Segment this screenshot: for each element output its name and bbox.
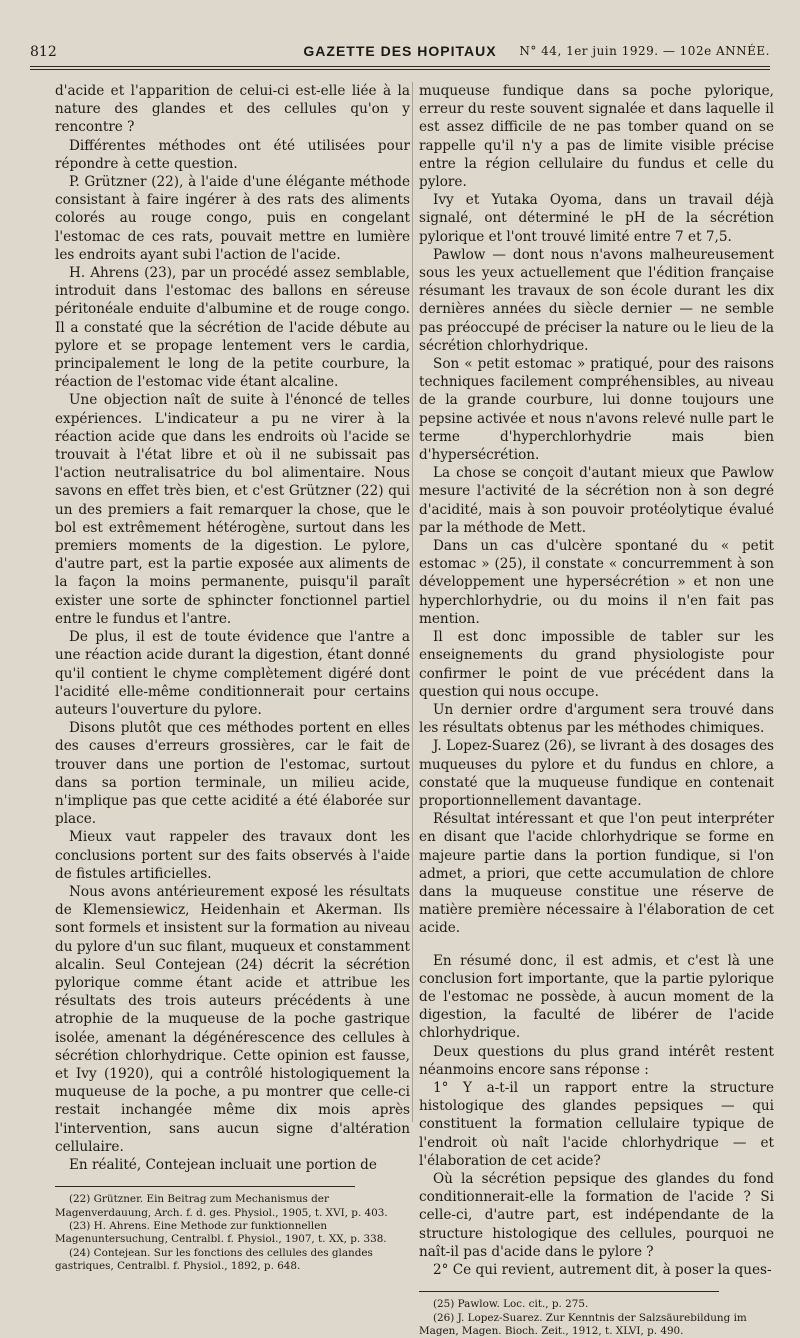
paragraph: Pawlow — dont nous n'avons malheureusement sous les yeux actuellement que l'édition française résumant les travaux de son école durant les dix dernières années du siècle dernier — ne semble pas préoccupé de préciser la nature ou le lieu de la sécrétion chlorhydrique. — [419, 246, 774, 354]
header-rule-secondary — [30, 69, 770, 70]
paragraph: Disons plutôt que ces méthodes portent en elles des causes d'erreurs grossières, car le fait de trouver dans une portion de l'estomac, surtout dans sa portion terminale, un milieu acide, n'implique pas que cette acidité a été élaborée sur place. — [55, 720, 410, 828]
paragraph: En réalité, Contejean incluait une portion de — [69, 1156, 377, 1173]
header-rule — [30, 66, 770, 67]
paragraph: Deux questions du plus grand intérêt restent néanmoins encore sans réponse : — [419, 1043, 774, 1078]
paragraph: Où la sécrétion pepsique des glandes du fond conditionnerait-elle la formation de l'acide ? Si celle-ci, d'autre part, est indépendante de la structure histologique des cellules, pourquoi ne naît-il pas d'acide dans le pylore ? — [419, 1170, 774, 1260]
paragraph: Différentes méthodes ont été utilisées pour répondre à cette question. — [55, 137, 410, 172]
paragraph: 1° Y a-t-il un rapport entre la structure histologique des glandes pepsiques — qui constituent la formation cellulaire typique de l'endroit où naît l'acide chlorhydrique — et l'élaboration de cet acide? — [419, 1079, 774, 1169]
paragraph: Il est donc impossible de tabler sur les enseignements du grand physiologiste pour confirmer le point de vue précédent dans la question qui nous occupe. — [419, 629, 774, 700]
journal-title: GAZETTE DES HOPITAUX — [303, 43, 497, 59]
page-number: 812 — [30, 44, 57, 60]
paragraph: Une objection naît de suite à l'énoncé de telles expériences. L'indicateur a pu ne virer à la réaction acide que dans les endroits où l'acide se trouvait à l'état libre et où il ne subissait pas l'action neutralisatrice du bol alimentaire. Nous savons en effet très bien, et c'est Grützner (22) qui un des premiers a fait remarquer la chose, que le bol est extrêmement hétérogène, surtout dans les premiers moments de la digestion. Le pylore, d'autre part, est la partie exposée aux aliments de la façon la moins permanente, puisqu'il paraît exister une sorte de sphincter fonctionnel partiel entre le fundus et l'antre. — [55, 392, 410, 627]
paragraph: muqueuse fundique dans sa poche pylorique, erreur du reste souvent signalée et dans laquelle il est assez difficile de ne pas tomber quand on se rappelle qu'il n'y a pas de limite visible précise entre la région cellulaire du fundus et celle du pylore. — [419, 83, 774, 191]
paragraph: Un dernier ordre d'argument sera trouvé dans les résultats obtenus par les méthodes chimiques. — [419, 701, 774, 737]
paragraph: 2° Ce qui revient, autrement dit, à poser la ques- — [433, 1262, 772, 1278]
footnote-rule — [55, 1186, 355, 1187]
paragraph: La chose se conçoit d'autant mieux que Pawlow mesure l'activité de la sécrétion non à son degré d'acidité, mais à son pouvoir protéolytique évalué par la méthode de Mett. — [419, 465, 774, 536]
footnote: (25) Pawlow. Loc. cit., p. 275. — [433, 1298, 589, 1311]
paragraph: H. Ahrens (23), par un procédé assez semblable, introduit dans l'estomac des ballons en séreuse péritonéale enduite d'albumine et de rouge congo. Il a constaté que la sécrétion de l'acide débute au pylore et se propage lentement vers le cardia, principalement le long de la petite courbure, la réaction de l'estomac vide étant alcaline. — [55, 265, 410, 391]
page-header — [30, 42, 770, 64]
paragraph: Mieux vaut rappeler des travaux dont les conclusions portent sur des faits observés à l'aide de fistules artificielles. — [55, 829, 410, 882]
footnote: (24) Contejean. Sur les fonctions des cellules des glandes gastriques, Centralbl. f. Physiol., 1892, p. 648. — [55, 1246, 373, 1273]
paragraph: Résultat intéressant et que l'on peut interpréter en disant que l'acide chlorhydrique se forme en majeure partie dans la portion fundique, si l'on admet, a priori, que cette accumulation de chlore dans la muqueuse constitue une réserve de matière première nécessaire à l'élaboration de cet acide. — [419, 811, 774, 937]
right-column — [419, 82, 774, 1338]
footnote: (23) H. Ahrens. Eine Methode zur funktionnellen Magenuntersuchung, Centralbl. f. Physiol., 1907, t. XX, p. 338. — [55, 1220, 387, 1246]
paragraph: Dans un cas d'ulcère spontané du « petit estomac » (25), il constate « concurremment à son développement une hypersécrétion » et non une hyperchlorhydrie, ou du moins il n'en fait pas mention. — [419, 538, 774, 627]
footnote: (22) Grützner. Ein Beitrag zum Mechanismus der Magenverdauung, Arch. f. d. ges. Physiol., 1905, t. XVI, p. 403. — [55, 1193, 388, 1219]
paragraph: De plus, il est de toute évidence que l'antre a une réaction acide durant la digestion, étant donné qu'il contient le chyme complètement digéré dont l'acidité elle-même conditionnerait pour certains auteurs l'ouverture du pylore. — [55, 629, 410, 718]
paragraph: J. Lopez-Suarez (26), se livrant à des dosages des muqueuses du pylore et du fundus en chlore, a constaté que la muqueuse fundique en contenait proportionnellement davantage. — [419, 738, 774, 809]
paragraph: P. Grützner (22), à l'aide d'une élégante méthode consistant à faire ingérer à des rats des aliments colorés au rouge congo, puis en congelant l'estomac de ces rats, pouvait mettre en lumière les endroits ayant subi l'action de l'acide. — [55, 174, 410, 263]
paragraph: En résumé donc, il est admis, et c'est là une conclusion fort importante, que la partie pylorique de l'estomac ne possède, à aucun moment de la digestion, la faculté de libérer de l'acide chlorhydrique. — [419, 952, 774, 1042]
paragraph: Ivy et Yutaka Oyoma, dans un travail déjà signalé, ont déterminé le pH de la sécrétion pylorique et l'ont trouvé limité entre 7 et 7,5. — [419, 192, 774, 245]
left-column — [55, 82, 410, 1273]
issue-info: N° 44, 1er juin 1929. — 102e ANNÉE. — [519, 44, 770, 58]
paragraph: d'acide et l'apparition de celui-ci est-elle liée à la nature des glandes et des cellules qu'on y rencontre ? — [55, 83, 410, 136]
footnote-rule — [419, 1291, 719, 1292]
footnote: (26) J. Lopez-Suarez. Zur Kenntnis der Salzsäurebildung im Magen, Magen. Bioch. Zeit., 1912, t. XLVI, p. 490. — [419, 1311, 747, 1338]
paragraph: Nous avons antérieurement exposé les résultats de Klemensiewicz, Heidenhain et Akerman. Ils sont formels et insistent sur la formation au niveau du pylore d'un suc filant, muqueux et constamment alcalin. Seul Contejean (24) décrit la sécrétion pylorique comme étant acide et attribue les résultats des trois auteurs précédents à une atrophie de la muqueuse de la poche gastrique isolée, amenant la dégénérescence des cellules à sécrétion chlorhydrique. Cette opinion est fausse, et Ivy (1920), qui a contrôlé histologiquement la muqueuse de la poche, a pu montrer que celle-ci restait inchangée même dix mois après l'intervention, sans aucun signe d'altération cellulaire. — [55, 883, 410, 1155]
column-separator — [412, 82, 413, 1122]
paragraph: Son « petit estomac » pratiqué, pour des raisons techniques facilement compréhensibles, au niveau de la grande courbure, lui donne toujours une pepsine activée et nous n'avons relevé nulle part le terme d'hyperchlorhydrie mais bien d'hypersécrétion. — [419, 356, 774, 464]
